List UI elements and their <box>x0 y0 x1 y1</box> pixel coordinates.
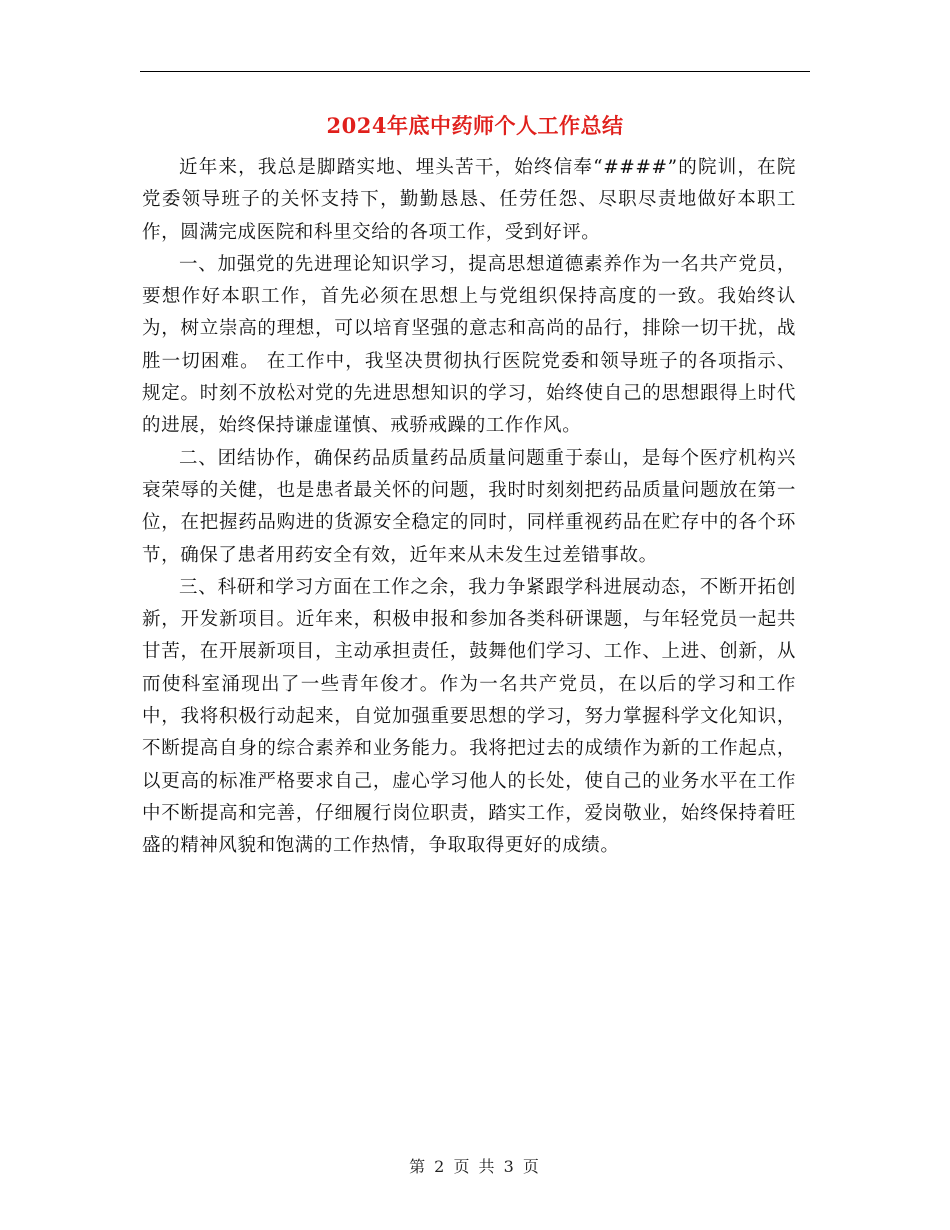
paragraph-intro: 近年来，我总是脚踏实地、埋头苦干，始终信奉“####”的院训，在院党委领导班子的关怀支持下，勤勤恳恳、任劳任怨、尽职尽责地做好本职工作，圆满完成医院和科里交给的各项工作，受到好评。 <box>142 157 796 243</box>
paragraph-section-three: 三、科研和学习方面在工作之余，我力争紧跟学科进展动态，不断开拓创新，开发新项目。近年来，积极申报和参加各类科研课题，与年轻党员一起共甘苦，在开展新项目，主动承担责任，鼓舞他们学习、工作、上进、创新，从而使科室涌现出了一些青年俊才。作为一名共产党员，在以后的学习和工作中，我将积极行动起来，自觉加强重要思想的学习，努力掌握科学文化知识，不断提高自身的综合素养和业务能力。我将把过去的成绩作为新的工作起点，以更高的标准严格要求自己，虚心学习他人的长处，使自己的业务水平在工作中不断提高和完善，仔细履行岗位职责，踏实工作，爱岗敬业，始终保持着旺盛的精神风貌和饱满的工作热情，争取取得更好的成绩。 <box>142 576 796 857</box>
paragraph-section-one: 一、加强党的先进理论知识学习，提高思想道德素养作为一名共产党员，要想作好本职工作，首先必须在思想上与党组织保持高度的一致。我始终认为，树立崇高的理想，可以培育坚强的意志和高尚的品行，排除一切干扰，战胜一切困难。 在工作中，我坚决贯彻执行医院党委和领导班子的各项指示、规定。时刻不放松对党的先进思想知识的学习，始终使自己的思想跟得上时代的进展，始终保持谦虚谨慎、戒骄戒躁的工作作风。 <box>142 253 796 437</box>
page-number: 第 2 页 共 3 页 <box>409 1157 541 1176</box>
document-title: 2024年底中药师个人工作总结 <box>326 113 624 138</box>
header-rule <box>140 71 810 72</box>
paragraph-section-two: 二、团结协作，确保药品质量药品质量问题重于泰山，是每个医疗机构兴衰荣辱的关健，也是患者最关怀的问题，我时时刻刻把药品质量问题放在第一位，在把握药品购进的货源安全稳定的同时，同样重视药品在贮存中的各个环节，确保了患者用药安全有效，近年来从未发生过差错事故。 <box>142 447 796 566</box>
document-body <box>142 152 796 863</box>
